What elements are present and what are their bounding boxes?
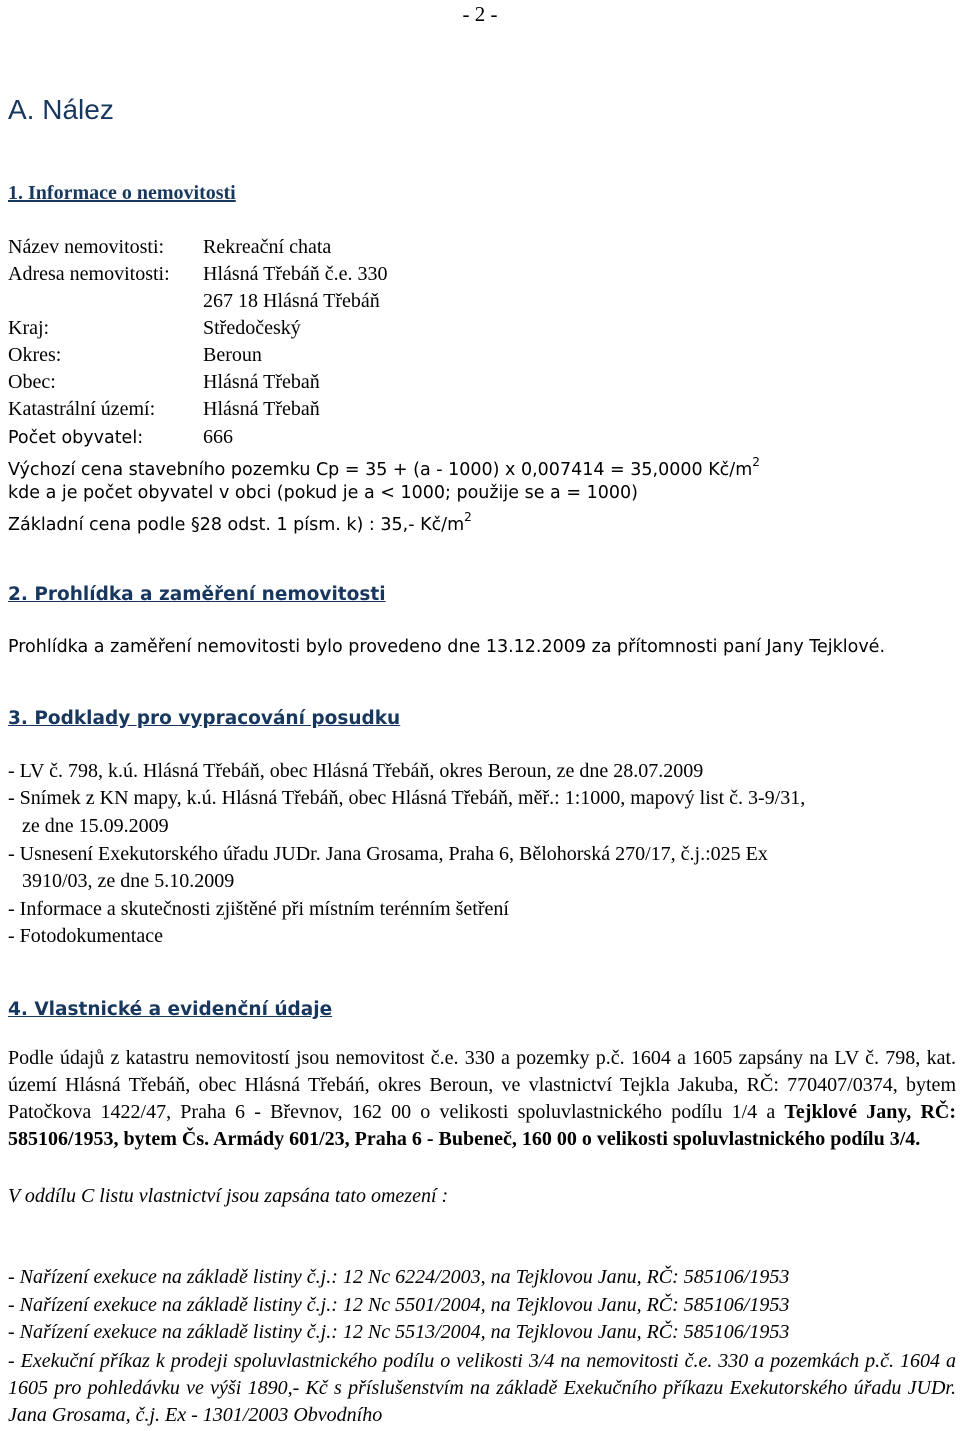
inspection-text: Prohlídka a zaměření nemovitosti bylo provedeno dne 13.12.2009 za přítomnosti paní Jany Tejklové.	[8, 637, 886, 657]
info-row	[8, 290, 380, 313]
ownership-bold-text: Tejklové Jany, RČ: 585106/1953, bytem Čs. Armády 601/23, Praha 6 - Bubeneč, 160 00 o velikosti spoluvlastnického podílu 3/4.	[8, 1101, 957, 1150]
section-1-title: 1. Informace o nemovitosti	[8, 182, 236, 204]
info-row	[8, 398, 320, 421]
base-price-line	[8, 510, 472, 535]
info-value: 666	[203, 426, 233, 448]
info-label: Počet obyvatel:	[8, 428, 144, 448]
info-value: Hlásná Třebaň	[203, 371, 320, 393]
info-value: 267 18 Hlásná Třebáň	[203, 290, 380, 312]
info-label: Katastrální území:	[8, 398, 156, 420]
price-superscript: 2	[752, 455, 760, 469]
info-row	[8, 371, 320, 394]
info-row	[8, 263, 388, 286]
source-item-continuation: ze dne 15.09.2009	[22, 815, 169, 837]
info-row	[8, 236, 331, 259]
restriction-item: - Nařízení exekuce na základě listiny č.j.: 12 Nc 5513/2004, na Tejklovou Janu, RČ: 585106/1953	[8, 1321, 790, 1343]
info-row	[8, 426, 233, 449]
main-heading: A. Nález	[8, 94, 114, 125]
restriction-item: - Nařízení exekuce na základě listiny č.j.: 12 Nc 5501/2004, na Tejklovou Janu, RČ: 585106/1953	[8, 1294, 790, 1316]
base-price-text: Základní cena podle §28 odst. 1 písm. k) : 35,- Kč/m	[8, 515, 465, 535]
info-value: Hlásná Třebaň	[203, 398, 320, 420]
source-item-continuation: 3910/03, ze dne 5.10.2009	[22, 870, 235, 892]
info-label: Adresa nemovitosti:	[8, 263, 170, 285]
section-2-title: 2. Prohlídka a zaměření nemovitosti	[8, 584, 386, 605]
price-note: kde a je počet obyvatel v obci (pokud je a < 1000; použije se a = 1000)	[8, 483, 638, 503]
info-label: Obec:	[8, 371, 56, 393]
source-item: - Fotodokumentace	[8, 925, 163, 947]
source-item: - Informace a skutečnosti zjištěné při místním terénním šetření	[8, 898, 509, 920]
info-value: Středočeský	[203, 317, 301, 339]
info-label: Kraj:	[8, 317, 50, 339]
base-price-superscript: 2	[464, 510, 472, 524]
section-4-title: 4. Vlastnické a evidenční údaje	[8, 999, 333, 1020]
source-item: - LV č. 798, k.ú. Hlásná Třebáň, obec Hlásná Třebáň, okres Beroun, ze dne 28.07.2009	[8, 760, 704, 782]
restriction-item-last: - Exekuční příkaz k prodeji spoluvlastnického podílu o velikosti 3/4 na nemovitosti č.e. 330 a pozemkách p.č. 1604 a 1605 pro pohledávku ve výši 1890,- Kč s příslušenstvím na základě Exekučního příkazu Exekutorského úřadu JUDr. Jana Grosama, č.j. Ex - 1301/2003 Obvodního	[8, 1350, 956, 1426]
price-text: Výchozí cena stavebního pozemku Cp = 35 + (a - 1000) x 0,007414 = 35,0000 Kč/m	[8, 460, 753, 480]
info-row	[8, 317, 301, 340]
info-row	[8, 344, 262, 367]
ownership-text: Podle údajů z katastru nemovitostí jsou nemovitost č.e. 330 a pozemky p.č. 1604 a 1605 zapsány na LV č. 798, kat. území Hlásná Třebáň, obec Hlásná Třebáń, okres Beroun, ve vlastnictví Tejkla Jakuba, RČ: 770407/0374, bytem Patočkova 1422/47, Praha 6 - Břevnov, 162 00 o velikosti spoluvlastnického podílu 1/4 a	[8, 1047, 956, 1123]
page-number: - 2 -	[462, 2, 498, 26]
info-label: Název nemovitosti:	[8, 236, 165, 258]
price-line	[8, 455, 760, 480]
section-3-title: 3. Podklady pro vypracování posudku	[8, 708, 401, 729]
ownership-paragraph	[8, 1045, 956, 1153]
restriction-item: - Nařízení exekuce na základě listiny č.j.: 12 Nc 6224/2003, na Tejklovou Janu, RČ: 585106/1953	[8, 1266, 790, 1288]
source-item: - Usnesení Exekutorského úřadu JUDr. Jana Grosama, Praha 6, Bělohorská 270/17, č.j.:025 Ex	[8, 843, 768, 865]
info-value: Hlásná Třebáň č.e. 330	[203, 263, 388, 285]
info-label: Okres:	[8, 344, 62, 366]
info-value: Beroun	[203, 344, 262, 366]
section-c-heading: V oddílu C listu vlastnictví jsou zapsána tato omezení :	[8, 1185, 449, 1207]
source-item: - Snímek z KN mapy, k.ú. Hlásná Třebáň, obec Hlásná Třebáň, měř.: 1:1000, mapový list č. 3-9/31,	[8, 787, 806, 809]
info-value: Rekreační chata	[203, 236, 332, 258]
